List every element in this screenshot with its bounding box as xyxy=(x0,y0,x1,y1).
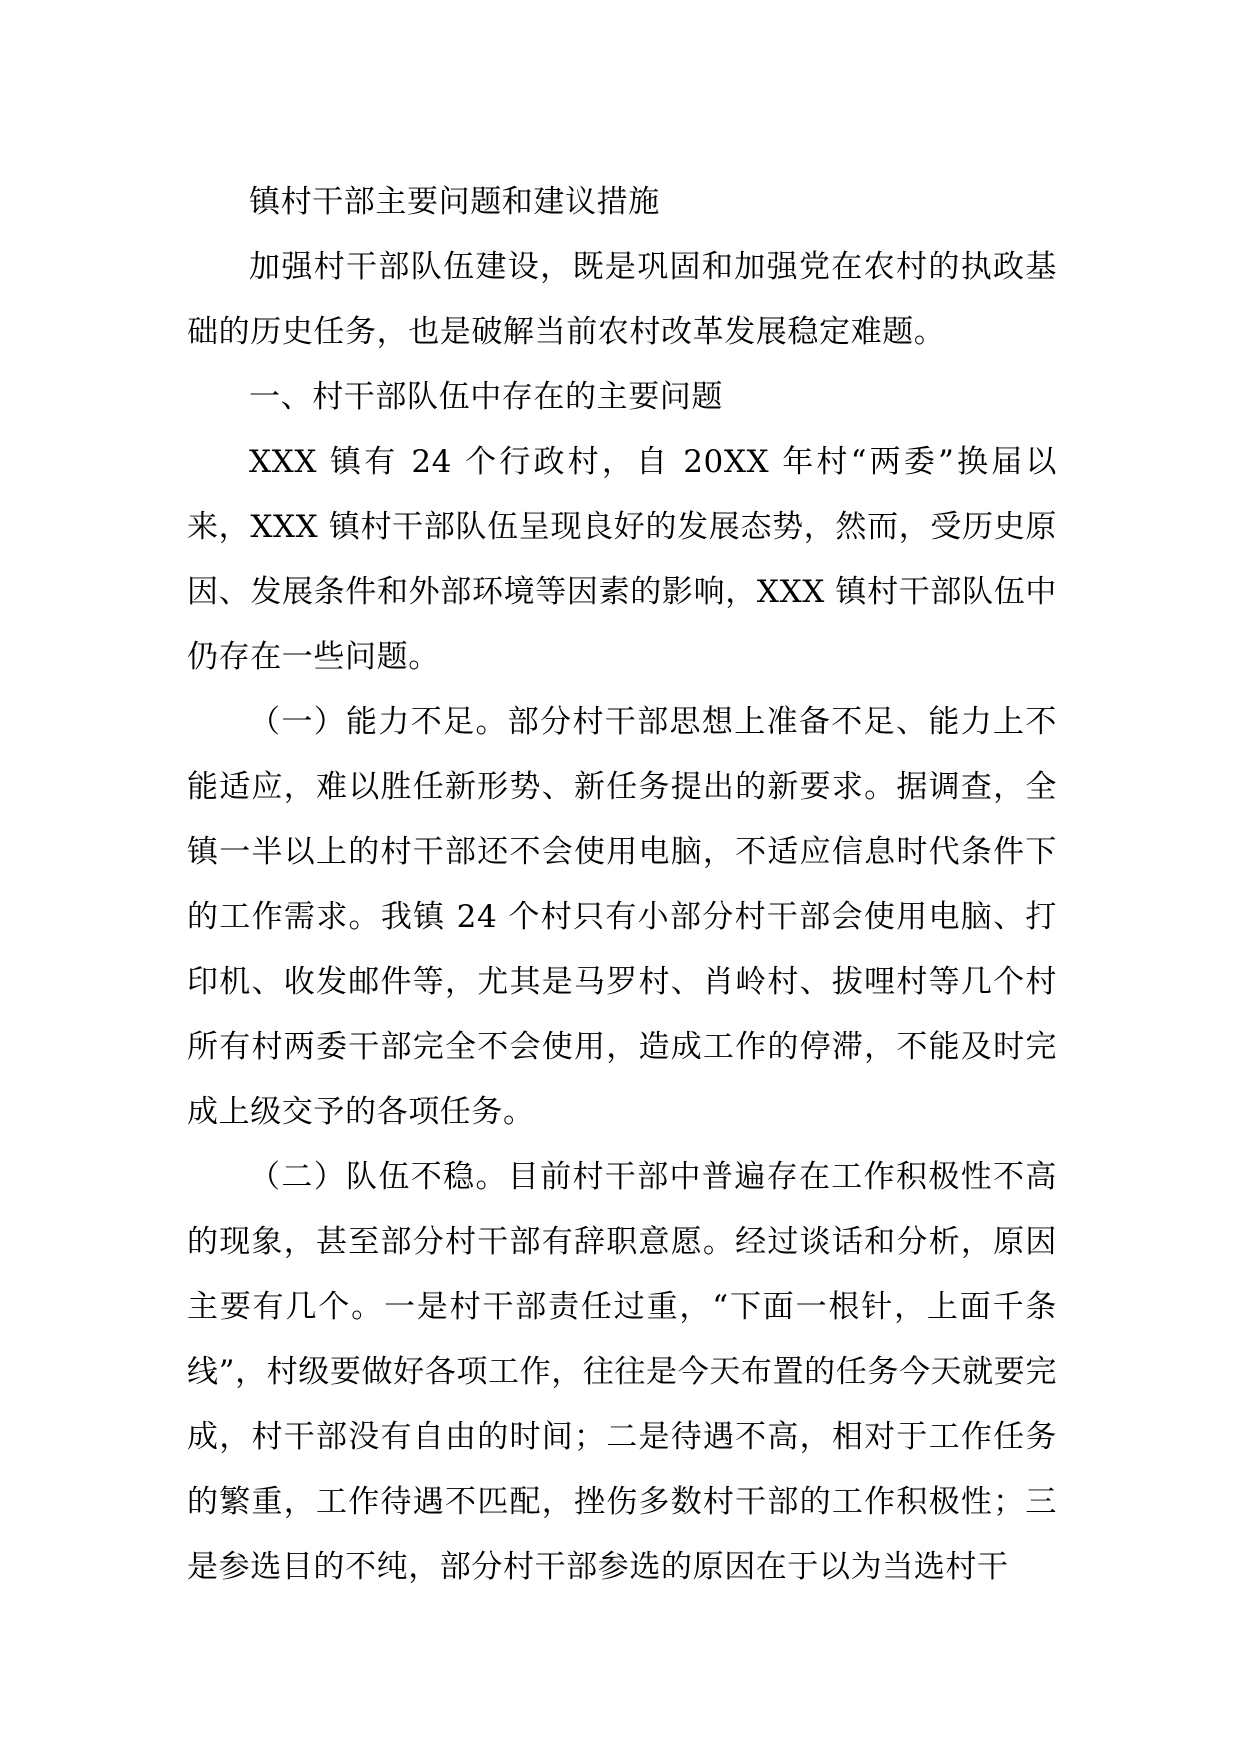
paragraph-intro: 加强村干部队伍建设，既是巩固和加强党在农村的执政基础的历史任务，也是破解当前农村改革发展稳定难题。 xyxy=(187,249,1057,350)
document-body xyxy=(187,170,1057,1600)
section-heading-1: 一、村干部队伍中存在的主要问题 xyxy=(249,379,723,415)
document-title: 镇村干部主要问题和建议措施 xyxy=(249,184,660,220)
paragraph-overview: XXX 镇有 24 个行政村，自 20XX 年村“两委”换届以来，XXX 镇村干部队伍呈现良好的发展态势，然而，受历史原因、发展条件和外部环境等因素的影响，XXX 镇村干部队伍中仍存在一些问题。 xyxy=(187,444,1057,675)
paragraph-capability: （一）能力不足。部分村干部思想上准备不足、能力上不能适应，难以胜任新形势、新任务提出的新要求。据调查，全镇一半以上的村干部还不会使用电脑，不适应信息时代条件下的工作需求。我镇 24 个村只有小部分村干部会使用电脑、打印机、收发邮件等，尤其是马罗村、肖岭村、拔哩村等几个村所有村两委干部完全不会使用，造成工作的停滞，不能及时完成上级交予的各项任务。 xyxy=(187,704,1057,1130)
paragraph-stability: （二）队伍不稳。目前村干部中普遍存在工作积极性不高的现象，甚至部分村干部有辞职意愿。经过谈话和分析，原因主要有几个。一是村干部责任过重，“下面一根针，上面千条线”，村级要做好各项工作，往往是今天布置的任务今天就要完成，村干部没有自由的时间；二是待遇不高，相对于工作任务的繁重，工作待遇不匹配，挫伤多数村干部的工作积极性；三是参选目的不纯，部分村干部参选的原因在于以为当选村干 xyxy=(187,1159,1057,1585)
